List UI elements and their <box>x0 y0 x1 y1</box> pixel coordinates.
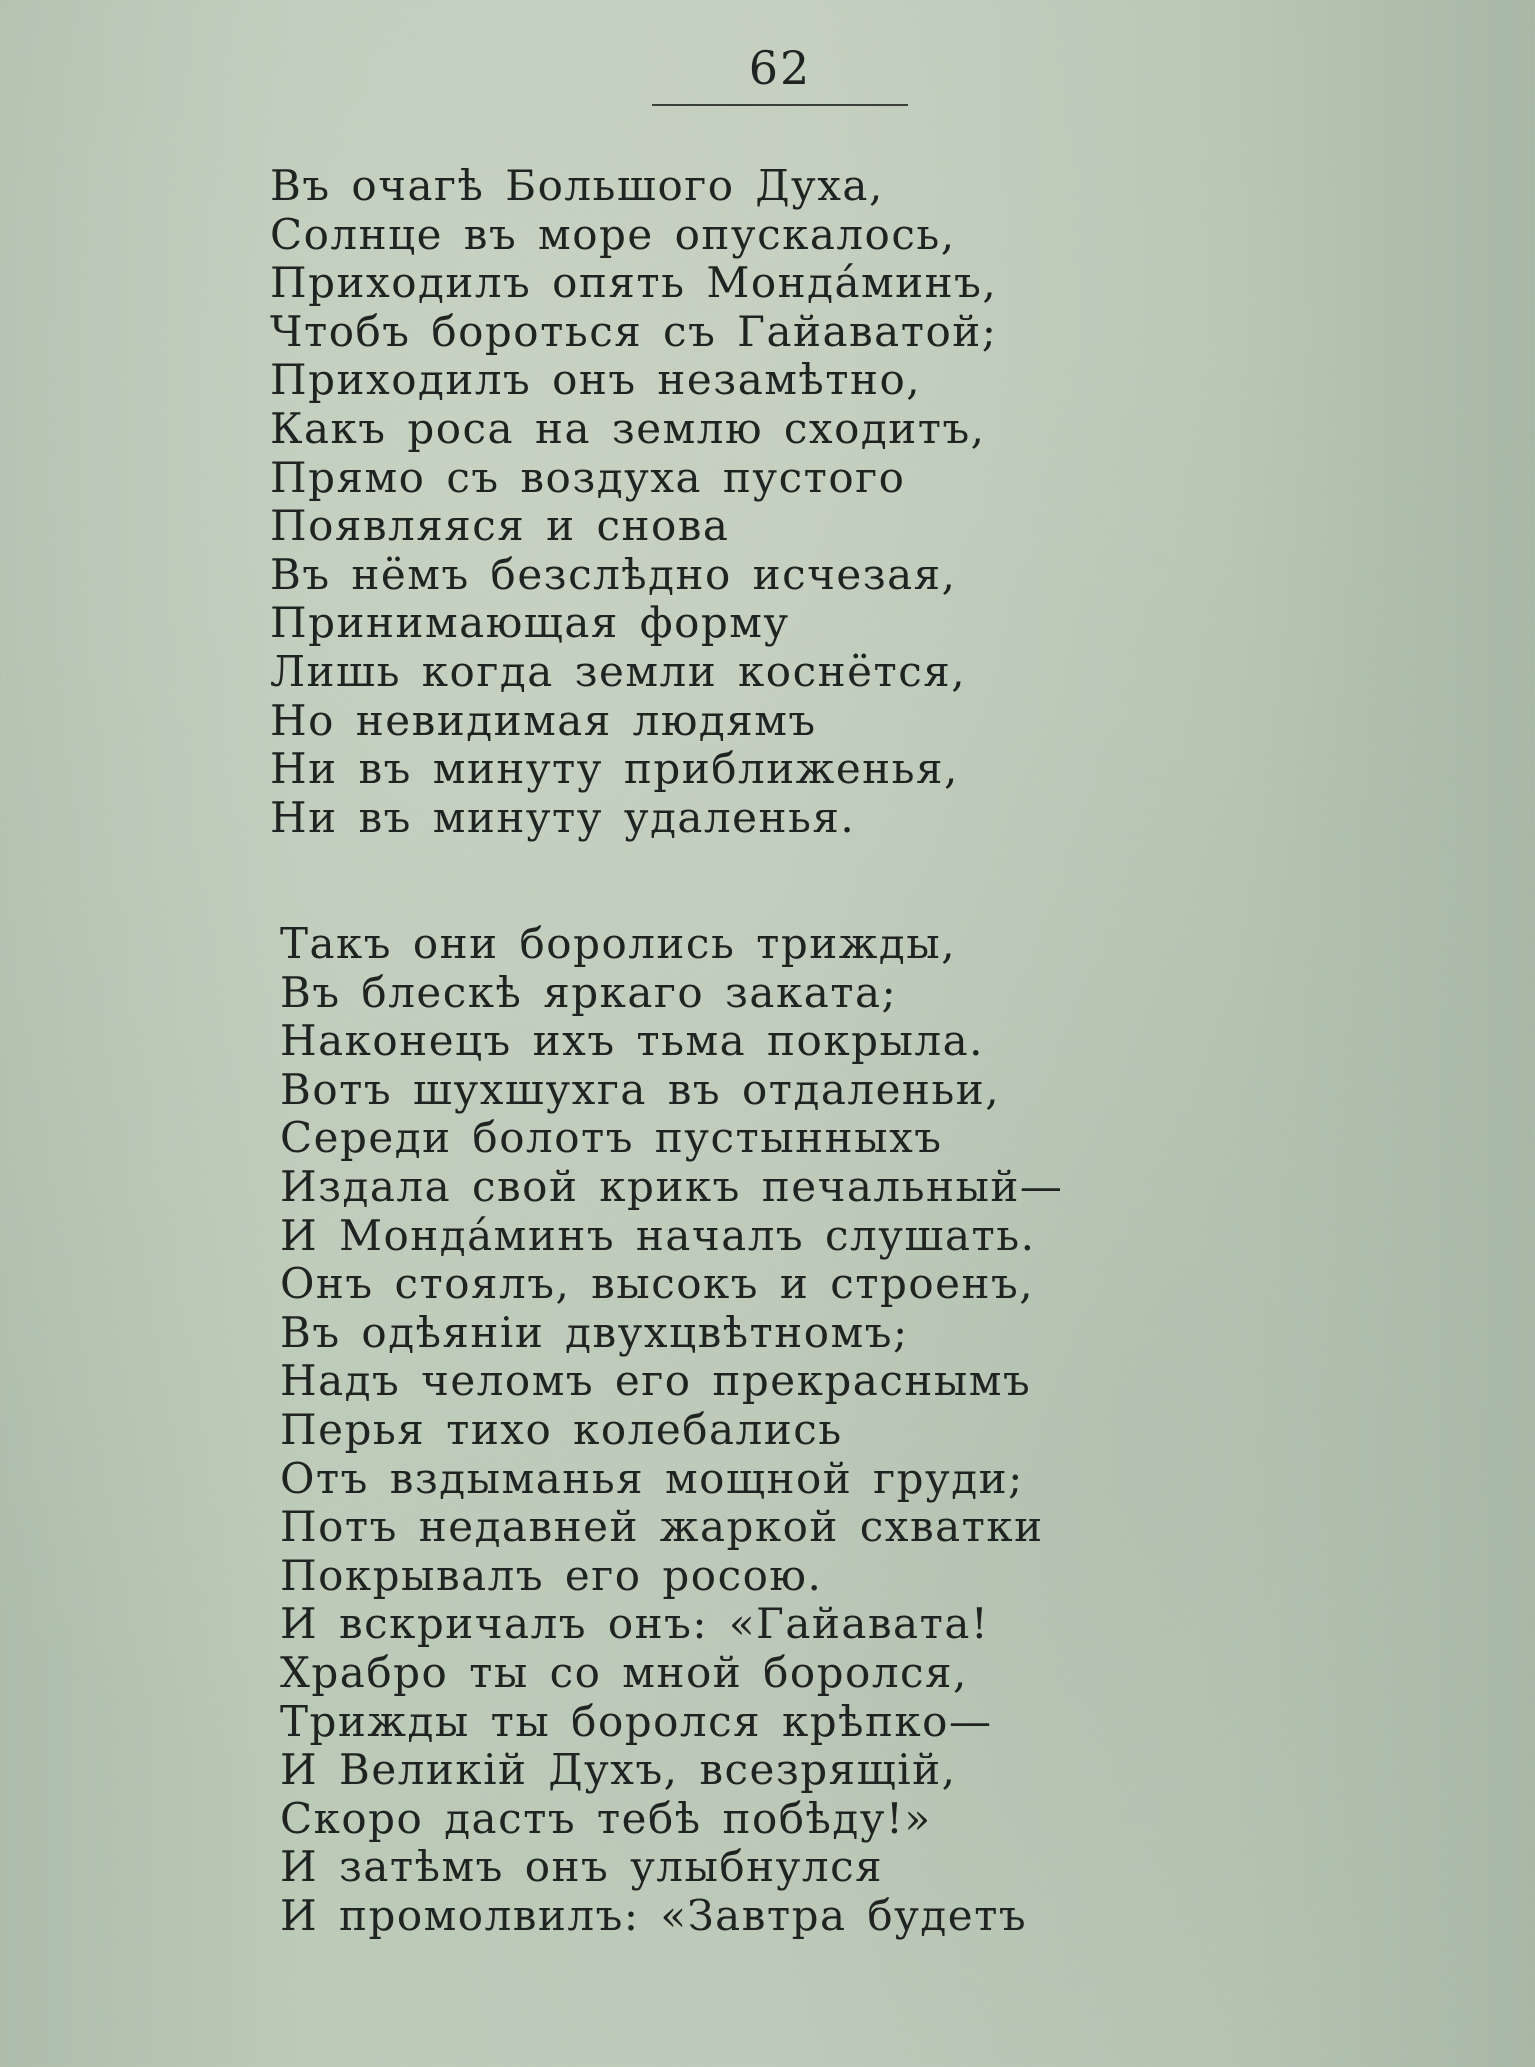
verse-line: Прямо съ воздуха пустого <box>270 452 906 502</box>
verse-line: Какъ роса на землю сходитъ, <box>270 403 986 453</box>
header-rule <box>652 104 908 106</box>
verse-line: Ни въ минуту удаленья. <box>270 792 856 842</box>
verse-line: Надъ челомъ его прекраснымъ <box>280 1356 1032 1406</box>
verse-line: Наконецъ ихъ тьма покрыла. <box>280 1016 984 1066</box>
verse-line: Принимающая форму <box>270 598 790 648</box>
verse-line: Ни въ минуту приближенья, <box>270 744 959 794</box>
verse-line: Онъ стоялъ, высокъ и строенъ, <box>280 1259 1035 1309</box>
stanza-2 <box>280 920 1063 1940</box>
verse-line: И затѣмъ онъ улыбнулся <box>280 1842 884 1892</box>
verse-line: И Мондáминъ началъ слушать. <box>280 1210 1036 1260</box>
verse-line: Лишь когда земли коснётся, <box>270 646 967 696</box>
verse-line: Въ очагѣ Большого Духа, <box>270 161 884 210</box>
verse-line: Такъ они боролись трижды, <box>280 919 957 968</box>
page-number: 62 <box>748 41 812 95</box>
verse-line: Появляяся и снова <box>270 501 730 551</box>
verse-line: Издала свой крикъ печальный— <box>280 1161 1064 1211</box>
verse-line: И промолвилъ: «Завтра будетъ <box>280 1890 1028 1940</box>
verse-line: Скоро дастъ тебѣ побѣду!» <box>280 1793 932 1843</box>
verse-line: Перья тихо колебались <box>280 1404 843 1454</box>
verse-line: Трижды ты боролся крѣпко— <box>280 1696 993 1746</box>
verse-line: Въ блескѣ яркаго заката; <box>280 967 898 1017</box>
verse-line: Приходилъ онъ незамѣтно, <box>270 355 922 405</box>
verse-line: Но невидимая людямъ <box>270 695 817 745</box>
stanza-1 <box>270 162 997 842</box>
verse-line: Въ одѣяніи двухцвѣтномъ; <box>280 1307 909 1357</box>
verse-line: И вскричалъ онъ: «Гайавата! <box>280 1599 990 1649</box>
verse-line: Вотъ шухшухга въ отдаленьи, <box>280 1064 1001 1114</box>
verse-line: И Великій Духъ, всезрящій, <box>280 1745 957 1795</box>
verse-line: Чтобъ бороться съ Гайаватой; <box>270 306 998 356</box>
verse-line: Середи болотъ пустынныхъ <box>280 1113 943 1163</box>
verse-line: Солнце въ море опускалось, <box>270 209 956 259</box>
verse-line: Приходилъ опять Мондáминъ, <box>270 258 998 308</box>
verse-line: Отъ вздыманья мощной груди; <box>280 1453 1024 1503</box>
verse-line: Покрывалъ его росою. <box>280 1550 823 1600</box>
verse-line: Въ нёмъ безслѣдно исчезая, <box>270 549 957 599</box>
verse-line: Потъ недавней жаркой схватки <box>280 1502 1044 1552</box>
verse-line: Храбро ты со мной боролся, <box>280 1647 968 1697</box>
